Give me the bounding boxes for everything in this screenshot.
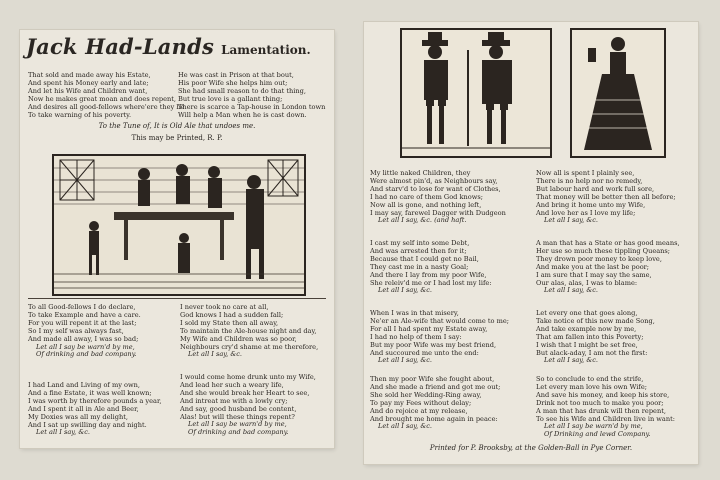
right-stanza-2: Now all is spent I plainly see, There is no help nor no remedy, But labour hard and work full sore, That money will be better then all before; And bring it home unto my Wife, And love her as I love my life; Let all I say, &c. [536, 169, 676, 225]
printer-imprint: Printed for P. Brooksby, at the Golden-Ball in Pye Corner. [429, 444, 633, 452]
right-stanza-5: When I was in that misery, Ne'er an Ale-wife that would come to me; For all I had spent my Estate away, I had no help of them I say: But my poor Wife was my best friend, And succoured me unto the end: Let all I say, &c. [370, 309, 509, 365]
left-broadside-sheet [20, 30, 334, 448]
stanza-2: I never took no care at all, God knows I had a sudden fall; I sold my State then all away, To maintain the Ale-house night and day, My Wife and Children was so poor, Neighbours cry'd shame at me therefore, Let all I say, &c. [180, 303, 319, 359]
stanza-1: To all Good-fellows I do declare, To take Example and have a care. For you will repent it at the last; So I my self was always fast, And made all away, I was so bad; Let all I say be warn'd by me, Of drinking and bad company. [28, 303, 141, 359]
tune-line: To the Tune of, It is Old Ale that undoes me. [98, 122, 256, 130]
stanza-3: I had Land and Living of my own, And a fine Estate, it was well known; I was worth by therefore pounds a year, And I spent it all in Ale and Beer, My Doxies was all my delight, And I sat up swilling day and night. Let all I say, &c. [28, 381, 162, 437]
intro-verse-right: He was cast in Prison at that bout, His poor Wife she helps him out; She had small reason to do that thing, But true love is a gallant thing; There is scarce a Tap-house in London town Will help a Man when he is cast down. [178, 71, 326, 119]
right-stanza-4: A man that has a State or has good means, Her use so much these tippling Queans; They drown poor money to keep love, And make you at the last be poor; I am sure that I may say the same, Our alas, alas, I was to blame: Let all I say, &c. [536, 239, 680, 295]
ballad-title-sub: Lamentation. [221, 43, 311, 57]
license-line: This may be Printed, R. P. [131, 134, 223, 142]
tavern-woodcut [52, 154, 306, 296]
right-stanza-6: Let every one that goes along, Take notice of this new made Song, And take example now by me, That am fallen into this Poverty; I wish that I might be set free, But alack-aday, I am not the first: Let all I say, &c. [536, 309, 655, 365]
right-stanza-7: Then my poor Wife she fought about, And she made a friend and got me out; She sold her Wedding-Ring away, To pay my Fees without delay; And do rejoice at my release, And brought me home again in peace: Let all I say, &c. [370, 375, 501, 431]
men-woodcut [400, 28, 552, 158]
ballad-title [26, 34, 311, 59]
right-broadside-sheet [364, 22, 698, 464]
woman-illustration [572, 30, 664, 156]
ballad-title-main: Jack Had-Lands [26, 34, 214, 59]
tavern-woodcut-illustration [54, 156, 304, 294]
right-stanza-8: So to conclude to end the strife, Let every man love his own Wife; And save his money, and keep his store, Drink not too much to make you poor; A man that has drunk will then repent, To see his Wife and Children live in want: Let all I say be warn'd by me, Of Drinking and lewd Company. [536, 375, 675, 439]
stanza-4: I would come home drunk unto my Wife, And lead her such a weary life, And she would break her Heart to see, And intreat me with a lowly cry; And say, good husband be content, Alas! but will these things repent? Let all I say be warn'd by me, Of drinking and bad company. [180, 373, 316, 437]
right-stanza-1: My little naked Children, they Were almost pin'd, as Neighbours say, And starv'd to lose for want of Clothes, I had no care of them God knows; Now all is gone, and nothing left, I may say, farewel Dagger with Dudgeon Let all I say, &c. (and haft. [370, 169, 506, 225]
woman-woodcut [570, 28, 666, 158]
divider-rule [28, 298, 326, 299]
two-men-illustration [402, 30, 550, 156]
right-stanza-3: I cast my self into some Debt, And was arrested then for it; Because that I could get no Bail, They cast me in a nasty Goal; And there I lay from my poor Wife, She releiv'd me or I had lost my life: Let all I say, &c. [370, 239, 492, 295]
intro-verse-left: That sold and made away his Estate, And spent his Money early and late; And let his Wife and Children want, Now he makes great moan and does repent, And desires all good-fellows where'ere they be To take warning of his poverty. [28, 71, 185, 119]
